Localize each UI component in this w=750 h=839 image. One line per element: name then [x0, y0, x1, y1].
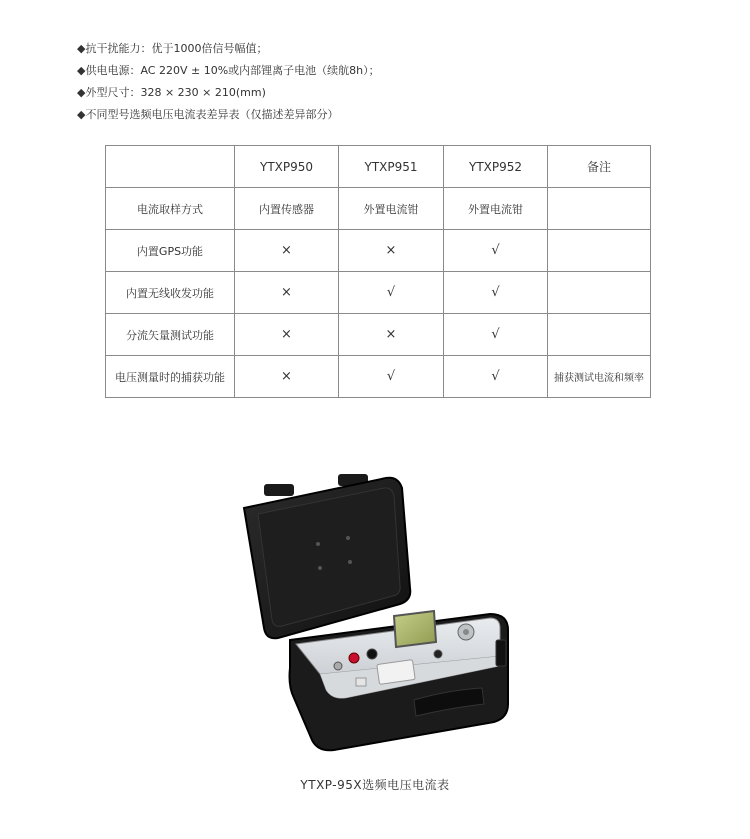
- product-photo: [238, 468, 512, 752]
- printer-slot: [377, 660, 415, 685]
- row-label: 内置GPS功能: [106, 230, 235, 272]
- header-cell-ytxp951: YTXP951: [339, 146, 444, 188]
- model-comparison-table: [105, 145, 651, 398]
- row-label: 电压测量时的捕获功能: [106, 356, 235, 398]
- spec-line-table-intro: ◆不同型号选频电压电流表差异表（仅描述差异部分）: [77, 108, 339, 121]
- body-latch: [496, 640, 506, 666]
- table-cell: √: [339, 356, 444, 398]
- row-label: 内置无线收发功能: [106, 272, 235, 314]
- table-cell: 捕获测试电流和频率: [548, 356, 651, 398]
- table-cell: [548, 272, 651, 314]
- black-terminal: [367, 649, 377, 659]
- lid-latch-left: [264, 484, 294, 496]
- table-cell: ×: [235, 272, 339, 314]
- spec-line-dimensions: ◆外型尺寸：328 × 230 × 210(mm): [77, 86, 266, 99]
- table-cell: [548, 314, 651, 356]
- table-cell: ×: [339, 314, 444, 356]
- table-cell: √: [444, 314, 548, 356]
- spec-list: [77, 38, 380, 126]
- header-cell-blank: [106, 146, 235, 188]
- table-row: [106, 356, 651, 398]
- table-cell: √: [444, 272, 548, 314]
- product-caption: YTXP-95X选频电压电流表: [300, 778, 450, 792]
- table-header-row: [106, 146, 651, 188]
- header-cell-ytxp952: YTXP952: [444, 146, 548, 188]
- table-row: [106, 230, 651, 272]
- table-row: [106, 314, 651, 356]
- header-cell-ytxp950: YTXP950: [235, 146, 339, 188]
- lid-screw: [346, 536, 350, 540]
- table-cell: ×: [235, 230, 339, 272]
- table-cell: ×: [235, 314, 339, 356]
- lcd-screen: [394, 611, 436, 647]
- usb-port: [356, 678, 366, 686]
- table-cell: √: [339, 272, 444, 314]
- spec-line-power: ◆供电电源：AC 220V ± 10%或内部锂离子电池（续航8h）；: [77, 64, 380, 77]
- table-cell: [548, 230, 651, 272]
- red-terminal: [349, 653, 359, 663]
- lid-screw: [318, 566, 322, 570]
- lid-screw: [348, 560, 352, 564]
- power-switch: [434, 650, 442, 658]
- spec-line-interference: ◆抗干扰能力：优于1000倍信号幅值；: [77, 42, 268, 55]
- table-cell: [548, 188, 651, 230]
- table-row: [106, 272, 651, 314]
- table-cell: 外置电流钳: [339, 188, 444, 230]
- table-cell: 外置电流钳: [444, 188, 548, 230]
- table-cell: √: [444, 230, 548, 272]
- table-cell: ×: [339, 230, 444, 272]
- table-cell: 内置传感器: [235, 188, 339, 230]
- row-label: 分流矢量测试功能: [106, 314, 235, 356]
- row-label: 电流取样方式: [106, 188, 235, 230]
- table-cell: ×: [235, 356, 339, 398]
- table-cell: √: [444, 356, 548, 398]
- lid-screw: [316, 542, 320, 546]
- header-cell-remarks: 备注: [548, 146, 651, 188]
- control-knob-center: [463, 629, 469, 635]
- bnc-connector: [334, 662, 342, 670]
- table-row: [106, 188, 651, 230]
